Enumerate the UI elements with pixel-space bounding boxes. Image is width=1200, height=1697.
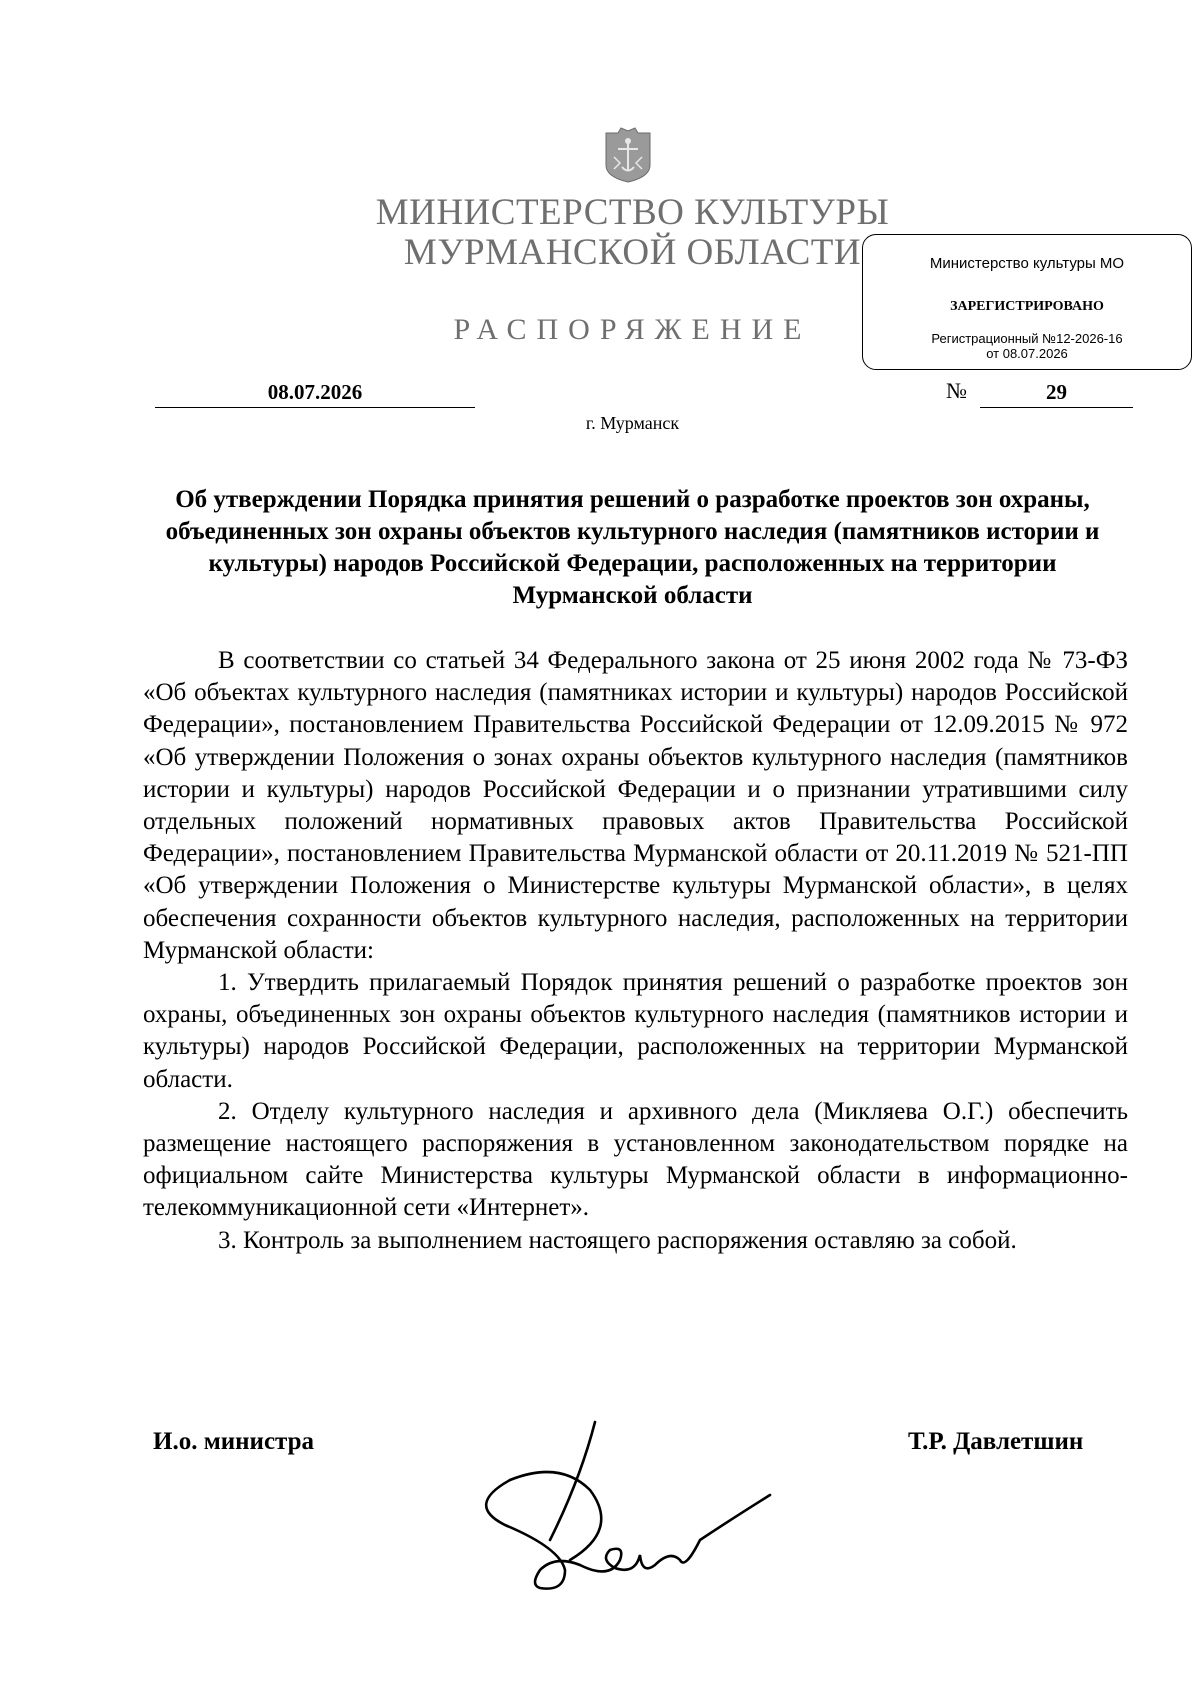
registration-stamp	[862, 234, 1192, 370]
stamp-reg-number: Регистрационный №12-2026-16	[931, 331, 1123, 346]
body-item-2: 2. Отделу культурного наследия и архивного дела (Микляева О.Г.) обеспечить размещение настоящего распоряжения в установленном законодательством порядке на официальном сайте Министерства культуры Мурманской области в информационно-телекоммуникационной сети «Интернет».	[143, 1097, 1128, 1222]
stamp-reg-date: от 08.07.2026	[986, 346, 1068, 361]
handwritten-signature	[470, 1420, 790, 1600]
stamp-status: ЗАРЕГИСТРИРОВАНО	[950, 299, 1104, 314]
number-sign: №	[946, 378, 967, 403]
document-subject: Об утверждении Порядка принятия решений о разработке проектов зон охраны, объединенных зон охраны объектов культурного наследия (памятников истории и культуры) народов Российской Федерации, расположенных на территории Мурманской области	[165, 486, 1100, 609]
coat-of-arms-icon	[604, 127, 652, 183]
ministry-name-line2: МУРМАНСКОЙ ОБЛАСТИ	[403, 232, 862, 273]
body-intro: В соответствии со статьей 34 Федерального закона от 25 июня 2002 года № 73-ФЗ «Об объектах культурного наследия (памятниках истории и культуры) народов Российской Федерации», постановлением Правительства Российской Федерации от 12.09.2015 № 972 «Об утверждении Положения о зонах охраны объектов культурного наследия (памятников истории и культуры) народов Российской Федерации и о признании утратившими силу отдельных положений нормативных правовых актов Правительства Российской Федерации», постановлением Правительства Мурманской области от 20.11.2019 № 521-ПП «Об утверждении Положения о Министерстве культуры Мурманской области», в целях обеспечения сохранности объектов культурного наследия, расположенных на территории Мурманской области:	[143, 647, 1128, 964]
signer-name: Т.Р. Давлетшин	[908, 1428, 1084, 1455]
document-body	[143, 645, 1128, 1257]
stamp-org: Министерство культуры МО	[929, 255, 1125, 272]
signer-position: И.о. министра	[153, 1428, 315, 1455]
document-date: 08.07.2026	[155, 380, 475, 408]
body-item-1: 1. Утвердить прилагаемый Порядок принятия решений о разработке проектов зон охраны, объединенных зон охраны объектов культурного наследия (памятников истории и культуры) народов Российской Федерации, расположенных на территории Мурманской области.	[143, 969, 1128, 1093]
city: г. Мурманск	[585, 413, 680, 433]
document-type: РАСПОРЯЖЕНИЕ	[453, 313, 812, 346]
document-number: 29	[980, 380, 1133, 408]
ministry-name-line1: МИНИСТЕРСТВО КУЛЬТУРЫ	[375, 192, 890, 233]
body-item-3: 3. Контроль за выполнением настоящего распоряжения оставляю за собой.	[218, 1226, 1017, 1254]
stamp-registration	[863, 331, 1191, 361]
